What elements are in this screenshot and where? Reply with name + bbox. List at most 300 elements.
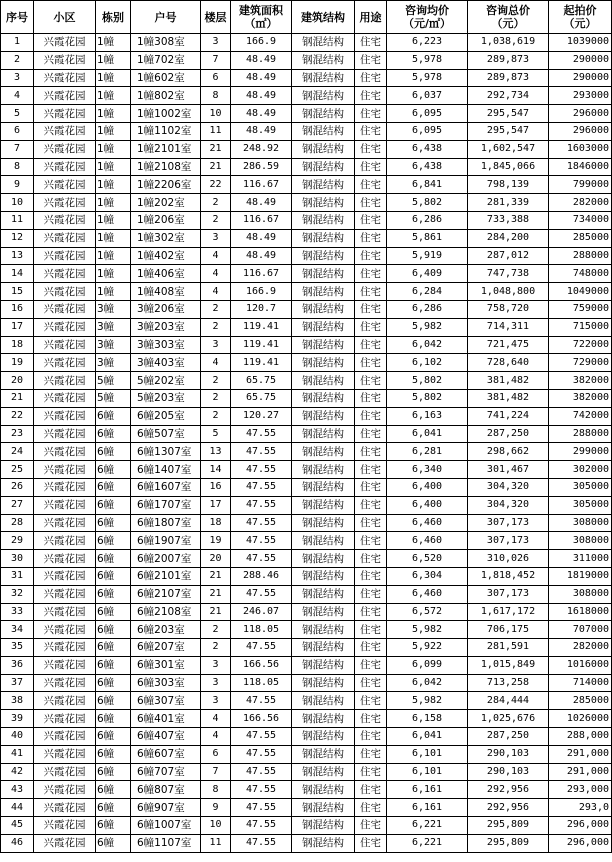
cell-community: 兴霞花园 [34,496,96,514]
cell-building: 6幢 [96,799,131,817]
cell-floor: 4 [201,354,231,372]
cell-structure: 钢混结构 [292,710,355,728]
cell-unit-price: 6,163 [387,407,468,425]
table-row [1,763,612,781]
cell-area: 286.59 [231,158,292,176]
table-row [1,639,612,657]
cell-floor: 4 [201,710,231,728]
cell-unit: 6幢1907室 [131,532,201,550]
cell-unit-price: 5,978 [387,51,468,69]
cell-unit-price: 6,221 [387,817,468,835]
table-row [1,34,612,52]
cell-seq: 4 [1,87,34,105]
cell-unit-price: 6,572 [387,603,468,621]
cell-unit: 5幢202室 [131,372,201,390]
cell-total-price: 304,320 [468,478,549,496]
cell-starting-price: 282000 [549,639,612,657]
table-row [1,318,612,336]
cell-floor: 4 [201,728,231,746]
cell-usage: 住宅 [355,550,387,568]
cell-starting-price: 282000 [549,194,612,212]
cell-seq: 16 [1,300,34,318]
cell-total-price: 1,015,849 [468,656,549,674]
cell-unit-price: 5,802 [387,372,468,390]
cell-building: 1幢 [96,247,131,265]
cell-unit: 6幢203室 [131,621,201,639]
cell-total-price: 741,224 [468,407,549,425]
cell-building: 1幢 [96,265,131,283]
cell-unit-price: 6,161 [387,799,468,817]
cell-building: 1幢 [96,211,131,229]
cell-building: 6幢 [96,407,131,425]
cell-unit: 1幢406室 [131,265,201,283]
cell-structure: 钢混结构 [292,674,355,692]
cell-floor: 18 [201,514,231,532]
cell-unit-price: 6,520 [387,550,468,568]
cell-community: 兴霞花园 [34,478,96,496]
cell-seq: 8 [1,158,34,176]
cell-seq: 38 [1,692,34,710]
cell-building: 3幢 [96,300,131,318]
cell-total-price: 292,956 [468,781,549,799]
cell-unit: 6幢1607室 [131,478,201,496]
cell-usage: 住宅 [355,692,387,710]
cell-community: 兴霞花园 [34,318,96,336]
cell-structure: 钢混结构 [292,567,355,585]
cell-total-price: 301,467 [468,461,549,479]
table-row [1,194,612,212]
cell-building: 6幢 [96,496,131,514]
cell-floor: 3 [201,656,231,674]
cell-structure: 钢混结构 [292,425,355,443]
cell-building: 6幢 [96,728,131,746]
table-row [1,229,612,247]
cell-area: 48.49 [231,229,292,247]
cell-floor: 21 [201,158,231,176]
cell-community: 兴霞花园 [34,372,96,390]
table-row [1,158,612,176]
cell-usage: 住宅 [355,781,387,799]
cell-unit: 1幢602室 [131,69,201,87]
cell-floor: 8 [201,781,231,799]
cell-structure: 钢混结构 [292,834,355,852]
cell-building: 1幢 [96,176,131,194]
cell-unit: 6幢607室 [131,745,201,763]
cell-unit: 1幢206室 [131,211,201,229]
cell-unit: 1幢1102室 [131,122,201,140]
cell-seq: 35 [1,639,34,657]
cell-floor: 21 [201,585,231,603]
cell-unit: 1幢1002室 [131,105,201,123]
cell-usage: 住宅 [355,318,387,336]
cell-structure: 钢混结构 [292,621,355,639]
cell-usage: 住宅 [355,87,387,105]
cell-unit-price: 6,438 [387,140,468,158]
cell-starting-price: 382000 [549,389,612,407]
cell-total-price: 381,482 [468,389,549,407]
cell-structure: 钢混结构 [292,265,355,283]
cell-floor: 4 [201,283,231,301]
cell-community: 兴霞花园 [34,34,96,52]
cell-starting-price: 299000 [549,443,612,461]
cell-building: 6幢 [96,656,131,674]
cell-unit-price: 6,460 [387,532,468,550]
cell-unit-price: 6,042 [387,336,468,354]
cell-total-price: 292,956 [468,799,549,817]
cell-total-price: 290,103 [468,763,549,781]
cell-area: 288.46 [231,567,292,585]
cell-area: 48.49 [231,122,292,140]
cell-unit-price: 5,922 [387,639,468,657]
cell-structure: 钢混结构 [292,34,355,52]
cell-area: 116.67 [231,176,292,194]
table-row [1,140,612,158]
cell-floor: 4 [201,247,231,265]
cell-floor: 2 [201,389,231,407]
cell-building: 6幢 [96,692,131,710]
cell-total-price: 728,640 [468,354,549,372]
cell-floor: 8 [201,87,231,105]
cell-community: 兴霞花园 [34,69,96,87]
cell-building: 6幢 [96,763,131,781]
cell-building: 1幢 [96,34,131,52]
cell-floor: 2 [201,211,231,229]
cell-area: 119.41 [231,336,292,354]
cell-structure: 钢混结构 [292,692,355,710]
cell-community: 兴霞花园 [34,567,96,585]
header-starting-price: 起拍价 （元） [549,1,612,34]
cell-unit: 6幢807室 [131,781,201,799]
cell-structure: 钢混结构 [292,639,355,657]
cell-structure: 钢混结构 [292,69,355,87]
cell-total-price: 381,482 [468,372,549,390]
table-row [1,745,612,763]
cell-building: 6幢 [96,674,131,692]
cell-total-price: 714,311 [468,318,549,336]
cell-community: 兴霞花园 [34,603,96,621]
cell-total-price: 721,475 [468,336,549,354]
cell-usage: 住宅 [355,728,387,746]
cell-structure: 钢混结构 [292,336,355,354]
cell-community: 兴霞花园 [34,247,96,265]
cell-community: 兴霞花园 [34,105,96,123]
cell-starting-price: 748000 [549,265,612,283]
cell-unit: 6幢1707室 [131,496,201,514]
cell-usage: 住宅 [355,158,387,176]
cell-unit: 1幢802室 [131,87,201,105]
cell-area: 166.9 [231,34,292,52]
cell-usage: 住宅 [355,585,387,603]
cell-community: 兴霞花园 [34,389,96,407]
cell-structure: 钢混结构 [292,781,355,799]
cell-structure: 钢混结构 [292,247,355,265]
cell-structure: 钢混结构 [292,461,355,479]
cell-structure: 钢混结构 [292,532,355,550]
cell-usage: 住宅 [355,336,387,354]
table-row [1,710,612,728]
cell-building: 6幢 [96,461,131,479]
cell-usage: 住宅 [355,461,387,479]
cell-structure: 钢混结构 [292,745,355,763]
cell-unit: 1幢302室 [131,229,201,247]
cell-usage: 住宅 [355,817,387,835]
cell-starting-price: 1026000 [549,710,612,728]
cell-community: 兴霞花园 [34,407,96,425]
cell-usage: 住宅 [355,443,387,461]
cell-starting-price: 1049000 [549,283,612,301]
cell-total-price: 310,026 [468,550,549,568]
cell-seq: 10 [1,194,34,212]
cell-unit-price: 6,095 [387,105,468,123]
cell-area: 47.55 [231,461,292,479]
cell-total-price: 307,173 [468,514,549,532]
cell-usage: 住宅 [355,496,387,514]
cell-starting-price: 296,000 [549,817,612,835]
cell-total-price: 1,602,547 [468,140,549,158]
cell-seq: 40 [1,728,34,746]
cell-building: 6幢 [96,550,131,568]
cell-area: 118.05 [231,674,292,692]
cell-building: 6幢 [96,710,131,728]
cell-structure: 钢混结构 [292,407,355,425]
cell-building: 6幢 [96,567,131,585]
cell-floor: 17 [201,496,231,514]
cell-seq: 46 [1,834,34,852]
cell-structure: 钢混结构 [292,158,355,176]
cell-area: 47.55 [231,834,292,852]
cell-unit: 1幢308室 [131,34,201,52]
cell-usage: 住宅 [355,621,387,639]
cell-floor: 2 [201,407,231,425]
cell-building: 6幢 [96,443,131,461]
cell-unit-price: 6,102 [387,354,468,372]
cell-area: 120.7 [231,300,292,318]
cell-seq: 45 [1,817,34,835]
cell-starting-price: 290000 [549,51,612,69]
header-total-price: 咨询总价 （元） [468,1,549,34]
cell-community: 兴霞花园 [34,692,96,710]
cell-building: 6幢 [96,834,131,852]
cell-total-price: 1,025,676 [468,710,549,728]
cell-area: 116.67 [231,211,292,229]
cell-floor: 5 [201,425,231,443]
table-row [1,265,612,283]
cell-total-price: 733,388 [468,211,549,229]
table-row [1,799,612,817]
cell-floor: 11 [201,834,231,852]
cell-unit-price: 6,438 [387,158,468,176]
cell-usage: 住宅 [355,834,387,852]
cell-community: 兴霞花园 [34,674,96,692]
cell-area: 47.55 [231,781,292,799]
cell-area: 47.55 [231,639,292,657]
cell-seq: 6 [1,122,34,140]
header-building: 栋别 [96,1,131,34]
cell-starting-price: 293000 [549,87,612,105]
cell-area: 166.56 [231,656,292,674]
cell-total-price: 289,873 [468,69,549,87]
cell-building: 1幢 [96,69,131,87]
cell-total-price: 284,444 [468,692,549,710]
cell-floor: 4 [201,265,231,283]
cell-building: 6幢 [96,817,131,835]
cell-starting-price: 1039000 [549,34,612,52]
cell-area: 47.55 [231,496,292,514]
cell-unit: 1幢202室 [131,194,201,212]
cell-unit: 1幢702室 [131,51,201,69]
cell-seq: 25 [1,461,34,479]
table-row [1,247,612,265]
table-row [1,781,612,799]
cell-structure: 钢混结构 [292,176,355,194]
cell-total-price: 747,738 [468,265,549,283]
cell-total-price: 1,617,172 [468,603,549,621]
cell-seq: 1 [1,34,34,52]
cell-community: 兴霞花园 [34,585,96,603]
cell-unit: 6幢1107室 [131,834,201,852]
cell-community: 兴霞花园 [34,176,96,194]
cell-area: 118.05 [231,621,292,639]
table-row [1,425,612,443]
cell-unit-price: 5,919 [387,247,468,265]
cell-community: 兴霞花园 [34,354,96,372]
cell-floor: 16 [201,478,231,496]
cell-structure: 钢混结构 [292,140,355,158]
cell-floor: 10 [201,105,231,123]
cell-starting-price: 799000 [549,176,612,194]
cell-community: 兴霞花园 [34,140,96,158]
cell-area: 47.55 [231,799,292,817]
cell-floor: 2 [201,194,231,212]
cell-unit-price: 6,037 [387,87,468,105]
cell-area: 166.56 [231,710,292,728]
cell-starting-price: 296000 [549,122,612,140]
cell-community: 兴霞花园 [34,550,96,568]
cell-building: 1幢 [96,194,131,212]
cell-area: 47.55 [231,425,292,443]
cell-floor: 6 [201,69,231,87]
cell-unit-price: 6,400 [387,496,468,514]
cell-area: 246.07 [231,603,292,621]
cell-structure: 钢混结构 [292,496,355,514]
cell-usage: 住宅 [355,265,387,283]
cell-community: 兴霞花园 [34,300,96,318]
header-unit-price: 咨询均价 （元/㎡） [387,1,468,34]
cell-seq: 14 [1,265,34,283]
cell-area: 47.55 [231,692,292,710]
header-usage: 用途 [355,1,387,34]
cell-floor: 2 [201,639,231,657]
cell-total-price: 1,038,619 [468,34,549,52]
cell-unit: 6幢907室 [131,799,201,817]
cell-unit: 3幢206室 [131,300,201,318]
cell-unit: 3幢203室 [131,318,201,336]
cell-total-price: 295,809 [468,834,549,852]
cell-seq: 12 [1,229,34,247]
cell-seq: 42 [1,763,34,781]
cell-community: 兴霞花园 [34,425,96,443]
cell-seq: 32 [1,585,34,603]
cell-floor: 6 [201,745,231,763]
cell-usage: 住宅 [355,34,387,52]
cell-unit: 6幢307室 [131,692,201,710]
cell-unit-price: 6,841 [387,176,468,194]
cell-community: 兴霞花园 [34,229,96,247]
cell-structure: 钢混结构 [292,603,355,621]
cell-community: 兴霞花园 [34,621,96,639]
table-row [1,389,612,407]
cell-seq: 31 [1,567,34,585]
cell-community: 兴霞花园 [34,834,96,852]
cell-unit: 6幢301室 [131,656,201,674]
cell-total-price: 706,175 [468,621,549,639]
cell-usage: 住宅 [355,140,387,158]
cell-starting-price: 293,000 [549,781,612,799]
cell-unit: 5幢203室 [131,389,201,407]
cell-area: 47.55 [231,585,292,603]
cell-community: 兴霞花园 [34,817,96,835]
cell-seq: 9 [1,176,34,194]
cell-building: 5幢 [96,389,131,407]
cell-seq: 44 [1,799,34,817]
cell-unit: 6幢407室 [131,728,201,746]
cell-building: 1幢 [96,229,131,247]
cell-structure: 钢混结构 [292,389,355,407]
cell-floor: 11 [201,122,231,140]
cell-area: 116.67 [231,265,292,283]
table-row [1,51,612,69]
cell-area: 65.75 [231,372,292,390]
cell-building: 6幢 [96,639,131,657]
cell-area: 48.49 [231,247,292,265]
cell-structure: 钢混结构 [292,585,355,603]
cell-community: 兴霞花园 [34,514,96,532]
header-area: 建筑面积 （㎡） [231,1,292,34]
cell-unit-price: 6,460 [387,585,468,603]
cell-structure: 钢混结构 [292,283,355,301]
cell-floor: 19 [201,532,231,550]
cell-area: 47.55 [231,728,292,746]
cell-building: 6幢 [96,585,131,603]
table-row [1,69,612,87]
cell-building: 1幢 [96,87,131,105]
table-row [1,407,612,425]
table-row [1,443,612,461]
cell-community: 兴霞花园 [34,87,96,105]
cell-unit: 6幢207室 [131,639,201,657]
cell-floor: 21 [201,567,231,585]
cell-area: 248.92 [231,140,292,158]
cell-seq: 33 [1,603,34,621]
table-body [1,34,612,853]
table-row [1,834,612,852]
cell-starting-price: 715000 [549,318,612,336]
cell-total-price: 1,048,800 [468,283,549,301]
table-row [1,211,612,229]
cell-unit-price: 6,460 [387,514,468,532]
table-row [1,176,612,194]
cell-area: 48.49 [231,194,292,212]
cell-seq: 21 [1,389,34,407]
cell-starting-price: 308000 [549,585,612,603]
cell-usage: 住宅 [355,372,387,390]
cell-unit: 6幢2107室 [131,585,201,603]
cell-structure: 钢混结构 [292,656,355,674]
cell-seq: 2 [1,51,34,69]
cell-community: 兴霞花园 [34,745,96,763]
cell-total-price: 295,809 [468,817,549,835]
cell-area: 47.55 [231,817,292,835]
